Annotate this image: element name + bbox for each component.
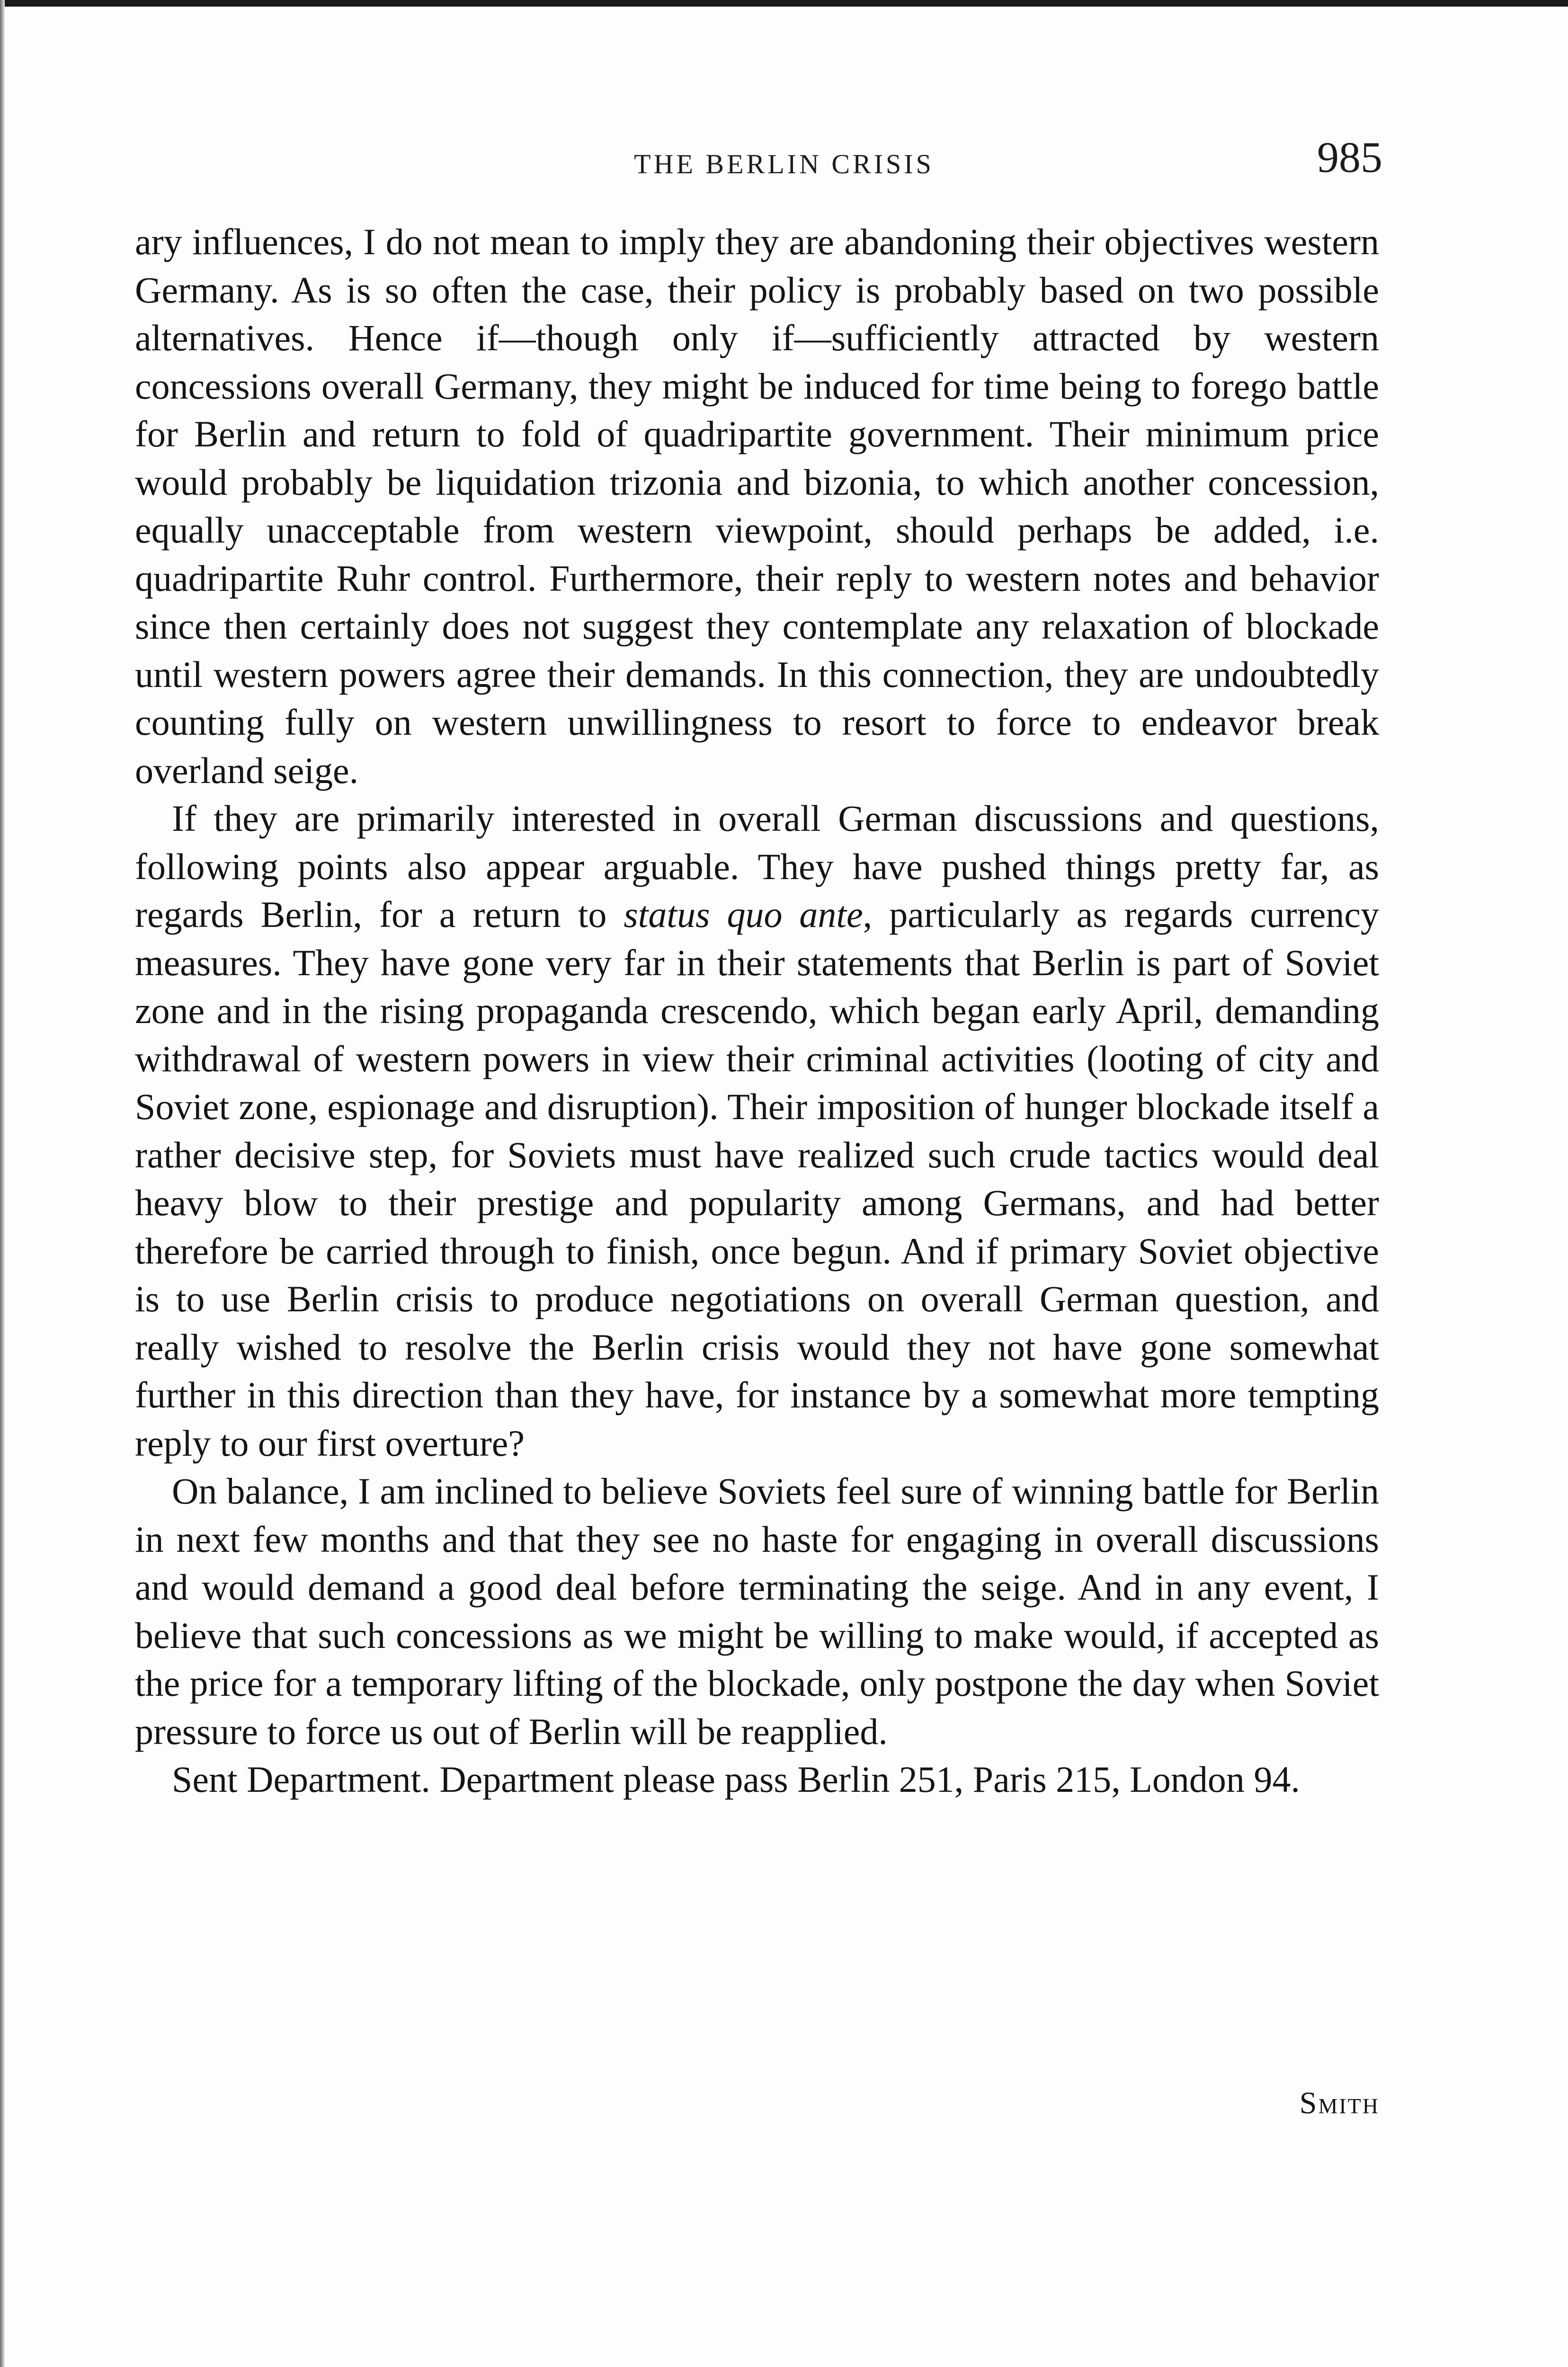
paragraph-2-italic: status quo ante [624,894,863,935]
left-page-edge [0,0,5,2367]
running-title: THE BERLIN CRISIS [634,149,934,179]
top-border-rule [0,0,1568,7]
running-head [0,130,1568,192]
body-text [135,218,1379,1804]
paragraph-2 [135,794,1379,1467]
paragraph-4: Sent Department. Department please pass Berlin 251, Paris 215, London 94. [172,1759,1300,1800]
paragraph-2-after: , particularly as regards currency measures. They have gone very far in their statements that Berlin is part of Soviet zone and in the rising propaganda crescendo, which began early April, demanding withdrawal of western powers in view their criminal activities (looting of city and Soviet zone, espionage and disruption). Their imposition of hunger blockade itself a rather decisive step, for Soviets must have realized such crude tactics would deal heavy blow to their prestige and popularity among Germans, and had better therefore be carried through to finish, once begun. And if primary Soviet objective is to use Berlin crisis to produce negotiations on overall German question, and really wished to resolve the Berlin crisis would they not have gone somewhat further in this direction than they have, for instance by a somewhat more tempting reply to our first overture? [135,894,1379,1464]
page-number: 985 [1317,133,1382,181]
paragraph-1: ary influences, I do not mean to imply they are abandoning their objectives western Germany. As is so often the case, their policy is probably based on two possible alternatives. Hence if—though only if—sufficiently attracted by western concessions overall Germany, they might be induced for time being to forego battle for Berlin and return to fold of quadripartite government. Their minimum price would probably be liquidation trizonia and bizonia, to which another concession, equally unacceptable from western viewpoint, should perhaps be added, i.e. quadripartite Ruhr control. Furthermore, their reply to western notes and behavior since then certainly does not suggest they contemplate any relaxation of blockade until western powers agree their demands. In this connection, they are undoubtedly counting fully on western unwillingness to resort to force to endeavor break overland seige. [135,221,1379,791]
paragraph-3: On balance, I am inclined to believe Soviets feel sure of winning battle for Berlin in next few months and that they see no haste for engaging in overall discussions and would demand a good deal before terminating the seige. And in any event, I believe that such concessions as we might be willing to make would, if accepted as the price for a temporary lifting of the blockade, only postpone the day when Soviet pressure to force us out of Berlin will be reapplied. [135,1470,1379,1752]
signature: Smith [1299,2086,1380,2120]
paragraph-2-before: If they are primarily interested in overall German discussions and questions, following points also appear arguable. They have pushed things pretty far, as regards Berlin, for a return to [135,798,1379,935]
